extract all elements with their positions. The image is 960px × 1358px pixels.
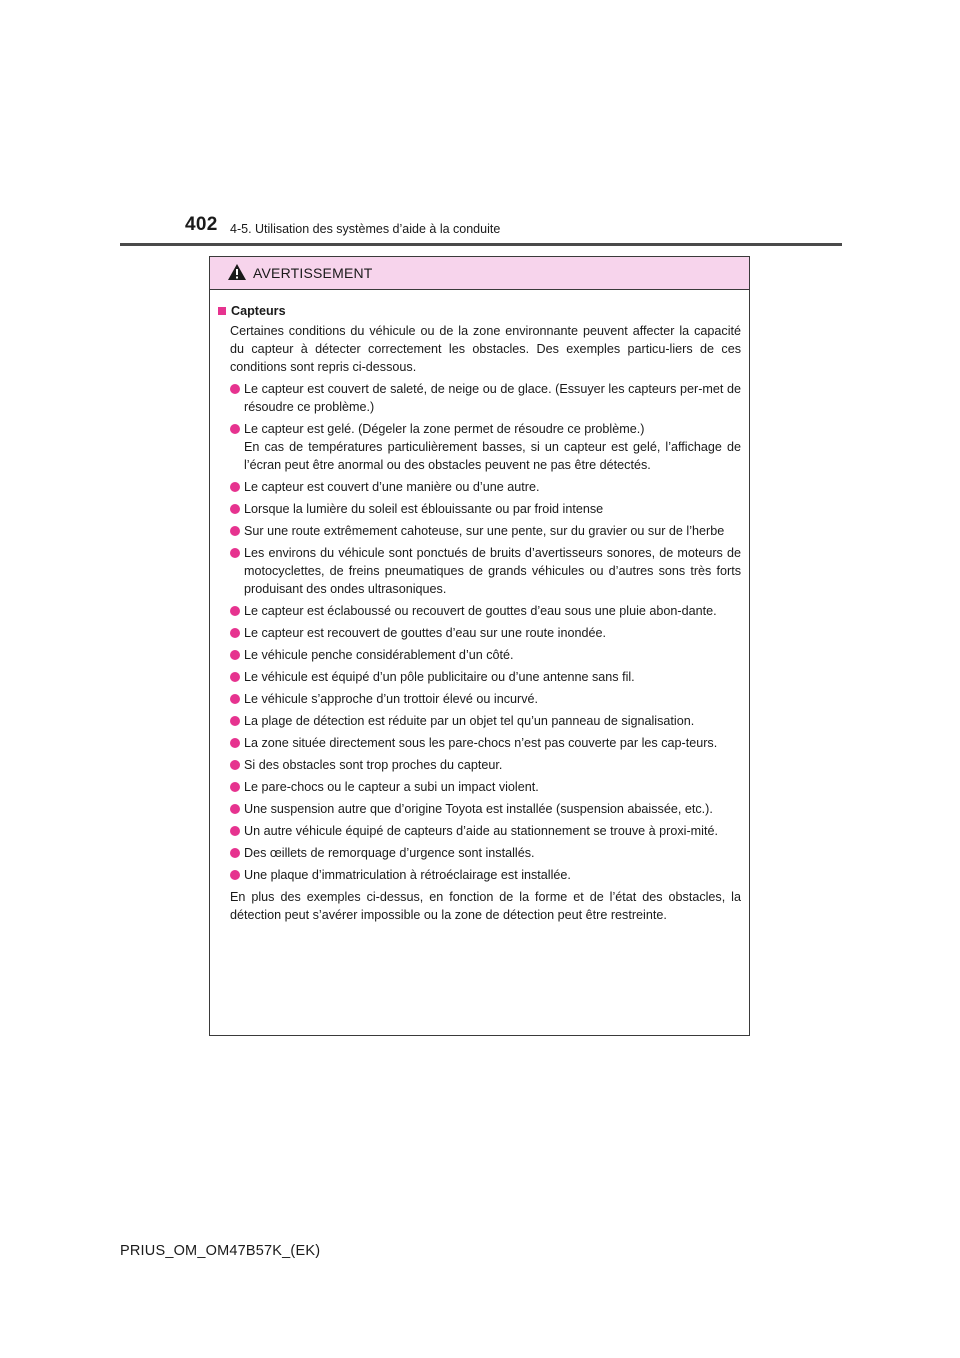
warning-body bbox=[210, 290, 749, 924]
list-item bbox=[218, 478, 741, 496]
bullet-text: Les environs du véhicule sont ponctués de bruits d’avertisseurs sonores, de moteurs de motocyclettes, de freins pneumatiques de grands véhicules ou d’autres sons très forts produisant des ondes ultrasoniques. bbox=[244, 546, 741, 596]
bullet-text: Le capteur est recouvert de gouttes d’eau sur une route inondée. bbox=[244, 626, 606, 640]
intro-paragraph: Certaines conditions du véhicule ou de la zone environnante peuvent affecter la capacité du capteur à détecter correctement les obstacles. Des exemples particu-liers de ces conditions sont repris ci-dessous. bbox=[230, 324, 741, 374]
circle-bullet-icon bbox=[230, 606, 240, 616]
bullet-text: La zone située directement sous les pare-chocs n’est pas couverte par les cap-teurs. bbox=[244, 736, 718, 750]
list-item bbox=[218, 734, 741, 752]
bullet-text: Une plaque d’immatriculation à rétroéclairage est installée. bbox=[244, 868, 571, 882]
list-item bbox=[218, 380, 741, 416]
square-bullet-icon bbox=[218, 307, 226, 315]
bullet-text: Un autre véhicule équipé de capteurs d’aide au stationnement se trouve à proxi-mité. bbox=[244, 824, 718, 838]
list-item bbox=[218, 420, 741, 474]
list-item bbox=[218, 646, 741, 664]
bullet-text: Des œillets de remorquage d’urgence sont installés. bbox=[244, 846, 535, 860]
list-item bbox=[218, 712, 741, 730]
circle-bullet-icon bbox=[230, 650, 240, 660]
bullet-text: Si des obstacles sont trop proches du capteur. bbox=[244, 758, 503, 772]
bullet-text: Lorsque la lumière du soleil est éblouissante ou par froid intense bbox=[244, 502, 604, 516]
bullet-text: Le véhicule s’approche d’un trottoir élevé ou incurvé. bbox=[244, 692, 539, 706]
circle-bullet-icon bbox=[230, 672, 240, 682]
header-rule bbox=[120, 243, 842, 246]
circle-bullet-icon bbox=[230, 694, 240, 704]
warning-title: AVERTISSEMENT bbox=[253, 265, 373, 281]
circle-bullet-icon bbox=[230, 424, 240, 434]
bullet-list bbox=[218, 380, 741, 884]
warning-header bbox=[210, 257, 749, 290]
circle-bullet-icon bbox=[230, 782, 240, 792]
footer-doc-id: PRIUS_OM_OM47B57K_(EK) bbox=[120, 1243, 321, 1259]
list-item bbox=[218, 522, 741, 540]
list-item bbox=[218, 624, 741, 642]
list-item bbox=[218, 822, 741, 840]
list-item bbox=[218, 844, 741, 862]
circle-bullet-icon bbox=[230, 826, 240, 836]
bullet-text: La plage de détection est réduite par un objet tel qu’un panneau de signalisation. bbox=[244, 714, 695, 728]
circle-bullet-icon bbox=[230, 804, 240, 814]
circle-bullet-icon bbox=[230, 760, 240, 770]
warning-box bbox=[209, 256, 750, 1036]
list-item bbox=[218, 756, 741, 774]
circle-bullet-icon bbox=[230, 526, 240, 536]
list-item bbox=[218, 778, 741, 796]
list-item bbox=[218, 602, 741, 620]
list-item bbox=[218, 800, 741, 818]
bullet-text: Le capteur est éclaboussé ou recouvert de gouttes d’eau sous une pluie abon-dante. bbox=[244, 604, 717, 618]
bullet-text: Le capteur est couvert d’une manière ou d’une autre. bbox=[244, 480, 540, 494]
list-item bbox=[218, 544, 741, 598]
circle-bullet-icon bbox=[230, 870, 240, 880]
circle-bullet-icon bbox=[230, 384, 240, 394]
circle-bullet-icon bbox=[230, 548, 240, 558]
bullet-text: Le véhicule penche considérablement d’un côté. bbox=[244, 648, 514, 662]
page-number: 402 bbox=[185, 214, 218, 235]
closing-paragraph: En plus des exemples ci-dessus, en fonction de la forme et de l’état des obstacles, la détection peut s’avérer impossible ou la zone de détection peut être restreinte. bbox=[230, 890, 741, 922]
circle-bullet-icon bbox=[230, 848, 240, 858]
bullet-text: Le capteur est gelé. (Dégeler la zone permet de résoudre ce problème.) En cas de températures particulièrement basses, si un capteur est gelé, l’affichage de l’écran peut être anormal ou des obstacles peuvent ne pas être détectés. bbox=[244, 422, 741, 472]
circle-bullet-icon bbox=[230, 628, 240, 638]
bullet-text: Le véhicule est équipé d’un pôle publicitaire ou d’une antenne sans fil. bbox=[244, 670, 635, 684]
topic-heading bbox=[218, 302, 741, 320]
circle-bullet-icon bbox=[230, 738, 240, 748]
list-item bbox=[218, 866, 741, 884]
section-title: 4-5. Utilisation des systèmes d’aide à la conduite bbox=[230, 222, 501, 236]
circle-bullet-icon bbox=[230, 716, 240, 726]
bullet-text: Le capteur est couvert de saleté, de neige ou de glace. (Essuyer les capteurs per-met de résoudre ce problème.) bbox=[244, 382, 741, 414]
list-item bbox=[218, 668, 741, 686]
warning-triangle-icon bbox=[227, 263, 247, 281]
list-item bbox=[218, 500, 741, 518]
bullet-text: Une suspension autre que d’origine Toyota est installée (suspension abaissée, etc.). bbox=[244, 802, 713, 816]
circle-bullet-icon bbox=[230, 504, 240, 514]
bullet-text: Sur une route extrêmement cahoteuse, sur une pente, sur du gravier ou sur de l’herbe bbox=[244, 524, 725, 538]
topic-title: Capteurs bbox=[231, 304, 286, 318]
bullet-text: Le pare-chocs ou le capteur a subi un impact violent. bbox=[244, 780, 539, 794]
list-item bbox=[218, 690, 741, 708]
circle-bullet-icon bbox=[230, 482, 240, 492]
